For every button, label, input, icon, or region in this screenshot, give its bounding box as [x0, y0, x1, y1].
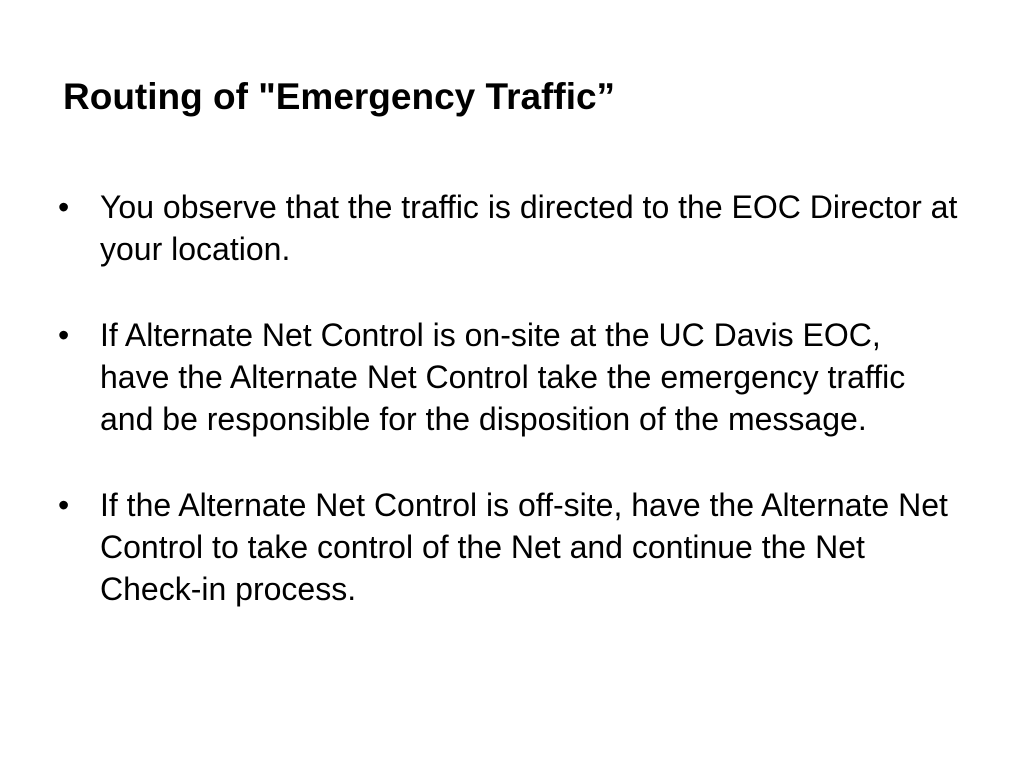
bullet-dot-icon: •: [58, 487, 70, 523]
bullet-item-observe-traffic: [58, 186, 958, 270]
bullet-dot-icon: •: [58, 189, 70, 225]
bullet-dot-icon: •: [58, 317, 70, 353]
bullet-item-alternate-on-site: [58, 314, 958, 440]
bullet-list: [58, 186, 958, 654]
slide-title: Routing of "Emergency Traffic”: [63, 76, 616, 117]
bullet-text: If Alternate Net Control is on-site at the UC Davis EOC, have the Alternate Net Control take the emergency traffic and be responsible for the disposition of the message.: [100, 317, 906, 437]
bullet-text: You observe that the traffic is directed to the EOC Director at your location.: [100, 189, 958, 267]
bullet-item-alternate-off-site: [58, 484, 958, 610]
bullet-text: If the Alternate Net Control is off-site, have the Alternate Net Control to take control of the Net and continue the Net Check-in process.: [100, 487, 948, 607]
